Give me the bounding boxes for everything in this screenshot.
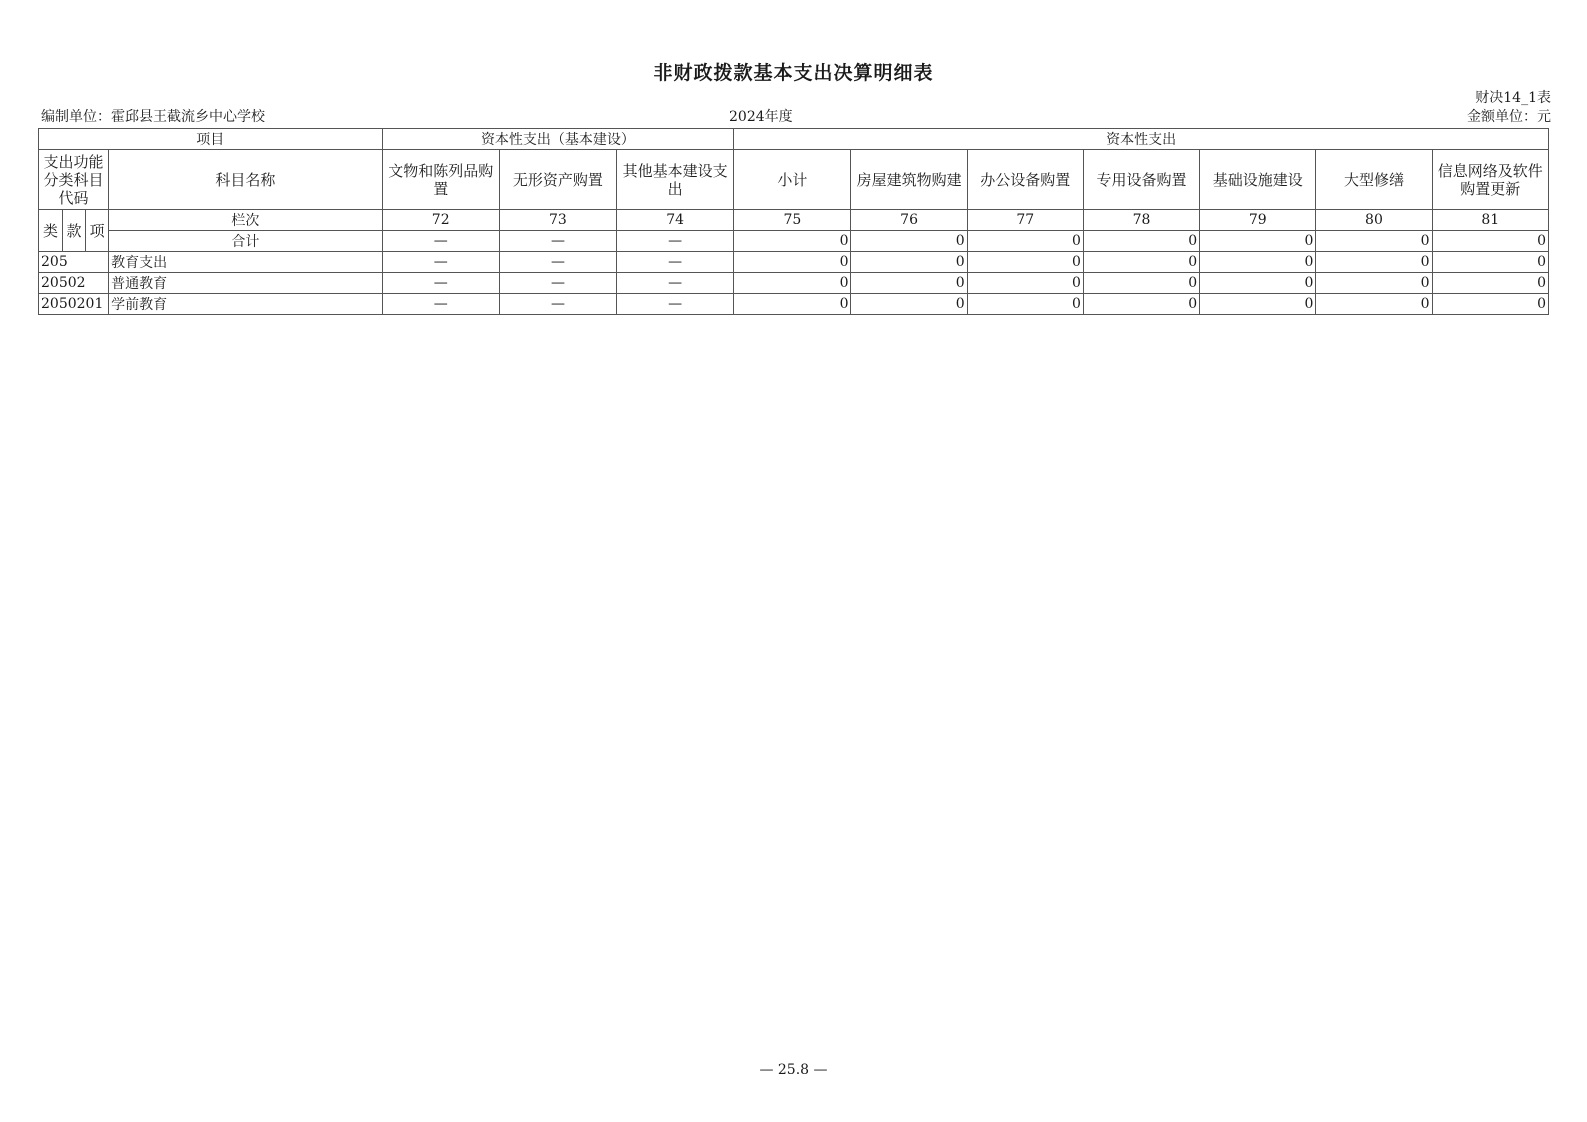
row-cell: 0 (1083, 294, 1199, 315)
header-col-76: 房屋建筑物购建 (851, 150, 967, 210)
total-cell: — (382, 231, 499, 252)
row-cell: — (499, 273, 616, 294)
header-group-capital-construction: 资本性支出（基本建设） (382, 129, 734, 150)
total-cell: 0 (1083, 231, 1199, 252)
row-cell: 0 (734, 273, 851, 294)
header-group-capital: 资本性支出 (734, 129, 1549, 150)
header-lanci: 栏次 (109, 210, 383, 231)
row-cell: 0 (851, 294, 967, 315)
col-number: 76 (851, 210, 967, 231)
total-cell: — (499, 231, 616, 252)
row-cell: 0 (1200, 273, 1316, 294)
total-cell: 0 (851, 231, 967, 252)
header-col-72: 文物和陈列品购置 (382, 150, 499, 210)
total-row (39, 231, 1549, 252)
row-cell: 0 (851, 252, 967, 273)
total-cell: 0 (1316, 231, 1432, 252)
header-row-columns (39, 150, 1549, 210)
row-cell: 0 (1316, 273, 1432, 294)
table-row (39, 252, 1549, 273)
row-cell: — (617, 252, 734, 273)
header-xiang: 项 (86, 210, 109, 252)
row-cell: 0 (967, 294, 1083, 315)
row-cell: — (382, 273, 499, 294)
row-cell: 0 (1432, 294, 1548, 315)
row-cell: — (499, 252, 616, 273)
total-cell: 0 (734, 231, 851, 252)
col-number: 75 (734, 210, 851, 231)
row-cell: — (499, 294, 616, 315)
report-meta (41, 106, 1551, 126)
row-cell: 0 (1316, 252, 1432, 273)
row-cell: 0 (967, 273, 1083, 294)
expenditure-table (38, 128, 1549, 315)
header-row-groups (39, 129, 1549, 150)
col-number: 81 (1432, 210, 1548, 231)
total-cell: 0 (1200, 231, 1316, 252)
row-cell: — (382, 252, 499, 273)
header-col-80: 大型修缮 (1316, 150, 1432, 210)
header-col-75: 小计 (734, 150, 851, 210)
row-name: 普通教育 (109, 273, 383, 294)
header-row-column-numbers (39, 210, 1549, 231)
report-year: 2024年度 (729, 109, 793, 125)
total-cell: 0 (1432, 231, 1548, 252)
header-kuan: 款 (63, 210, 86, 252)
form-number: 财决14_1表 (1475, 90, 1551, 106)
col-number: 72 (382, 210, 499, 231)
col-number: 74 (617, 210, 734, 231)
row-cell: 0 (1083, 252, 1199, 273)
total-cell: 0 (967, 231, 1083, 252)
header-subject-name: 科目名称 (109, 150, 383, 210)
col-number: 78 (1083, 210, 1199, 231)
header-col-78: 专用设备购置 (1083, 150, 1199, 210)
col-number: 77 (967, 210, 1083, 231)
row-cell: 0 (851, 273, 967, 294)
header-col-73: 无形资产购置 (499, 150, 616, 210)
col-number: 80 (1316, 210, 1432, 231)
row-code: 20502 (39, 273, 109, 294)
row-cell: 0 (1432, 252, 1548, 273)
table-row (39, 294, 1549, 315)
row-cell: 0 (967, 252, 1083, 273)
page-title: 非财政拨款基本支出决算明细表 (653, 62, 934, 84)
row-cell: 0 (1083, 273, 1199, 294)
row-name: 学前教育 (109, 294, 383, 315)
amount-unit: 金额单位：元 (1467, 109, 1551, 125)
header-project: 项目 (39, 129, 383, 150)
col-number: 73 (499, 210, 616, 231)
page-number: — 25.8 — (759, 1062, 828, 1078)
row-cell: 0 (1432, 273, 1548, 294)
header-lei: 类 (39, 210, 63, 252)
row-cell: 0 (734, 294, 851, 315)
row-cell: 0 (1316, 294, 1432, 315)
row-cell: 0 (1200, 294, 1316, 315)
table-row (39, 273, 1549, 294)
row-cell: — (617, 273, 734, 294)
col-number: 79 (1200, 210, 1316, 231)
row-cell: 0 (734, 252, 851, 273)
header-function-code: 支出功能分类科目代码 (39, 150, 109, 210)
row-cell: — (382, 294, 499, 315)
row-cell: — (617, 294, 734, 315)
header-col-74: 其他基本建设支出 (617, 150, 734, 210)
header-col-77: 办公设备购置 (967, 150, 1083, 210)
reporting-unit: 编制单位：霍邱县王截流乡中心学校 (41, 109, 265, 125)
row-name: 教育支出 (109, 252, 383, 273)
header-col-79: 基础设施建设 (1200, 150, 1316, 210)
header-col-81: 信息网络及软件购置更新 (1432, 150, 1548, 210)
total-cell: — (617, 231, 734, 252)
row-code: 2050201 (39, 294, 109, 315)
row-code: 205 (39, 252, 109, 273)
total-label: 合计 (109, 231, 383, 252)
row-cell: 0 (1200, 252, 1316, 273)
